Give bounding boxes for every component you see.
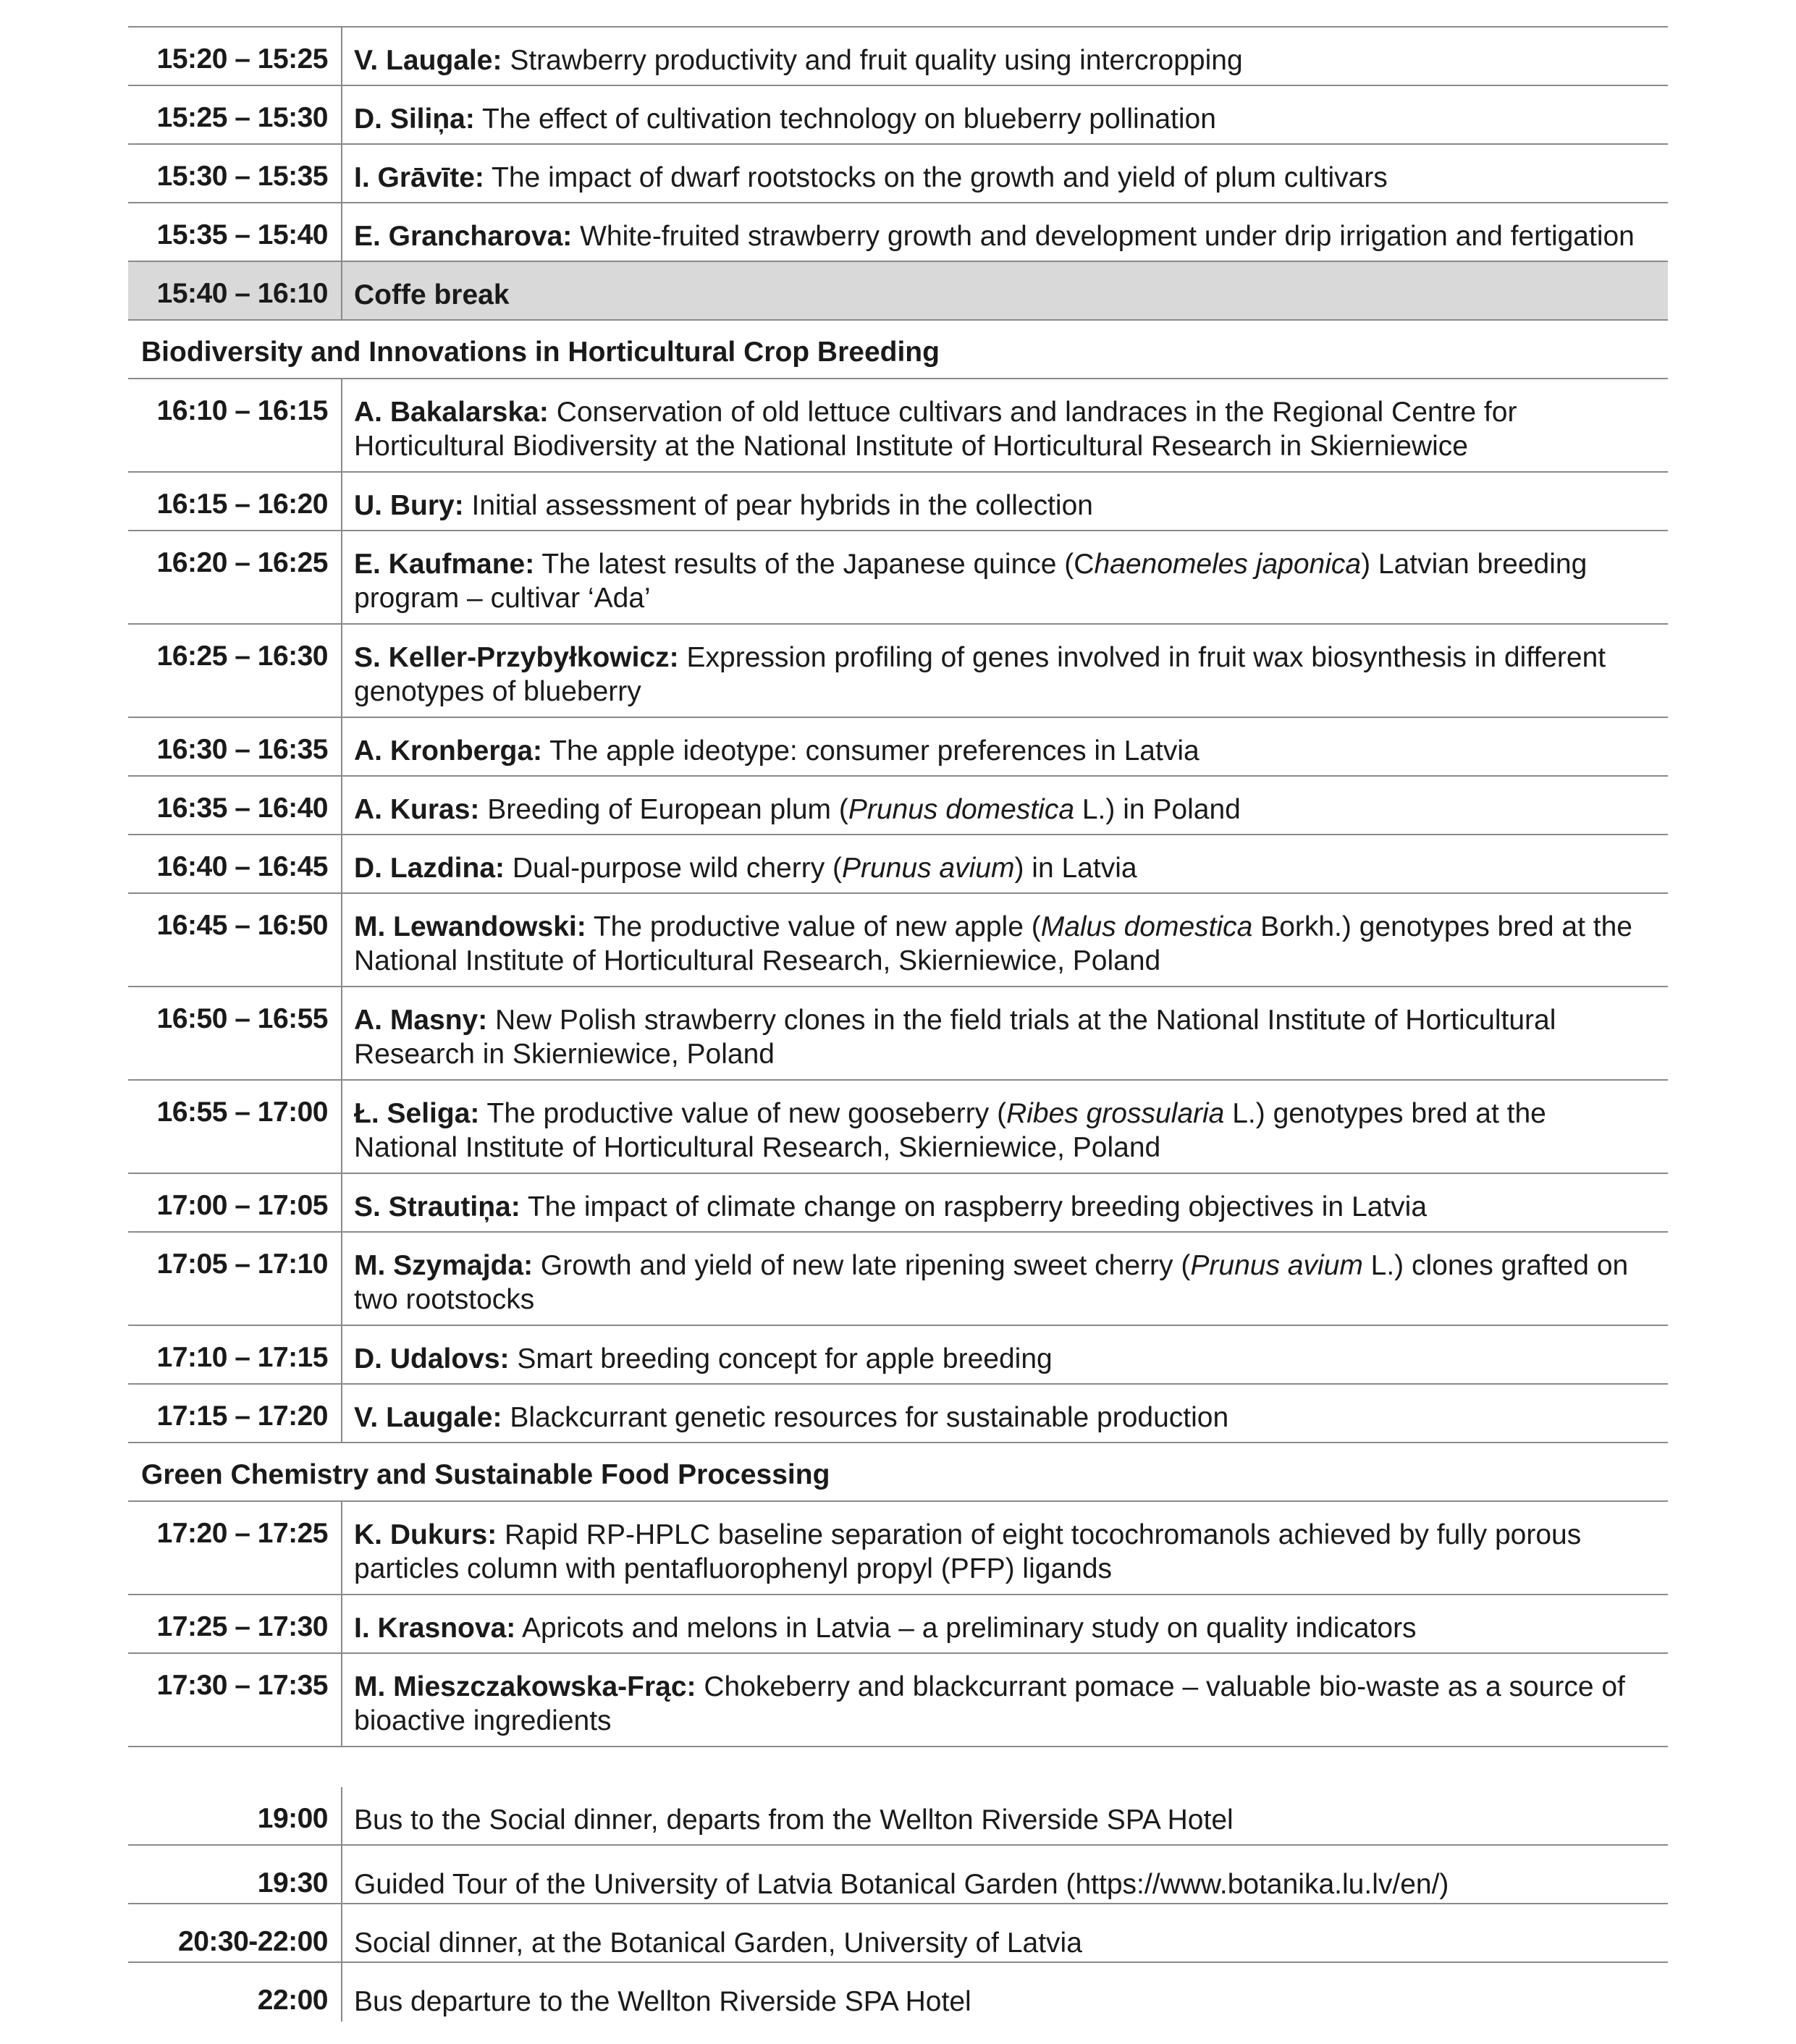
schedule-row [128,203,1668,262]
talk-title: Initial assessment of pear hybrids in the collection [471,490,1093,521]
schedule-row [128,777,1668,835]
talk-description [342,1081,1668,1173]
social-row [128,1787,1668,1846]
schedule-row [128,86,1668,145]
schedule-row [128,894,1668,987]
talk-title-cont: two rootstocks [354,1284,535,1315]
time-slot: 17:00 – 17:05 [128,1174,342,1231]
species-name: Ribes grossularia [1006,1098,1225,1129]
time-slot: 22:00 [128,1963,342,2022]
schedule-row [128,145,1668,203]
speaker-name: K. Dukurs: [354,1519,497,1550]
coffee-break-row [128,262,1668,321]
talk-description [342,625,1668,717]
social-row [128,1904,1668,1963]
talk-description [342,1502,1668,1594]
talk-title: ) Latvian breeding [1361,549,1588,580]
break-label: Coffe break [354,279,510,311]
time-slot: 17:10 – 17:15 [128,1326,342,1383]
schedule-row [128,718,1668,777]
talk-title-cont: program – cultivar ‘Ada’ [354,583,651,614]
schedule-row [128,987,1668,1081]
schedule-table [128,26,1668,1747]
schedule-row [128,28,1668,86]
talk-description [342,1233,1668,1325]
speaker-name: U. Bury: [354,490,464,521]
speaker-name: V. Laugale: [354,1402,502,1433]
talk-title: Chokeberry and blackcurrant pomace – valuable bio-waste as a source of [704,1671,1625,1702]
talk-description [342,28,1668,85]
talk-title: The productive value of new apple ( [593,911,1041,942]
talk-description [342,379,1668,471]
talk-title: Smart breeding concept for apple breeding [517,1343,1053,1374]
talk-title: White-fruited strawberry growth and development under drip irrigation and fertigation [580,221,1635,252]
schedule-row [128,1502,1668,1595]
speaker-name: A. Masny: [354,1005,488,1036]
speaker-name: I. Grāvīte: [354,162,484,193]
speaker-name: M. Mieszczakowska-Frąc: [354,1671,696,1702]
talk-description [342,203,1668,261]
time-slot: 17:30 – 17:35 [128,1654,342,1746]
schedule-row [128,1595,1668,1654]
time-slot: 17:05 – 17:10 [128,1233,342,1325]
schedule-row [128,531,1668,625]
talk-description [342,835,1668,892]
talk-title-cont: Research in Skierniewice, Poland [354,1039,775,1070]
time-slot: 16:40 – 16:45 [128,835,342,892]
speaker-name: A. Kronberga: [354,735,543,766]
schedule-row [128,1081,1668,1174]
talk-title: Breeding of European plum ( [487,794,848,825]
species-name: Prunus avium [1190,1250,1363,1281]
speaker-name: S. Keller-Przybyłkowicz: [354,642,679,673]
speaker-name: M. Szymajda: [354,1250,534,1281]
speaker-name: S. Strautiņa: [354,1191,520,1222]
talk-title: The latest results of the Japanese quince (C [541,549,1095,580]
social-row [128,1846,1668,1904]
time-slot: 15:35 – 15:40 [128,203,342,261]
talk-title: Blackcurrant genetic resources for sustainable production [510,1402,1229,1433]
event-description: Guided Tour of the University of Latvia Botanical Garden (https://www.botanika.lu.lv/en/) [354,1869,1449,1900]
schedule-row [128,379,1668,473]
time-slot: 15:20 – 15:25 [128,28,342,85]
talk-description [342,894,1668,986]
talk-title: Borkh.) genotypes bred at the [1252,911,1632,942]
schedule-row [128,1174,1668,1233]
schedule-row [128,1326,1668,1385]
time-slot: 16:50 – 16:55 [128,987,342,1079]
talk-description [342,86,1668,143]
speaker-name: Ł. Seliga: [354,1098,480,1129]
talk-title: The impact of dwarf rootstocks on the growth and yield of plum cultivars [492,162,1388,193]
talk-title-cont: bioactive ingredients [354,1705,612,1736]
species-name: Prunus domestica [848,794,1075,825]
talk-title: Growth and yield of new late ripening sweet cherry ( [540,1250,1191,1281]
time-slot: 20:30-22:00 [128,1904,342,1961]
time-slot: 17:15 – 17:20 [128,1385,342,1442]
time-slot: 15:25 – 15:30 [128,86,342,143]
speaker-name: M. Lewandowski: [354,911,586,942]
talk-description [342,1385,1668,1442]
speaker-name: E. Kaufmane: [354,549,535,580]
time-slot: 19:30 [128,1846,342,1903]
schedule-row [128,835,1668,894]
speaker-name: A. Kuras: [354,794,480,825]
talk-title-cont: National Institute of Horticultural Research, Skierniewice, Poland [354,945,1161,976]
time-slot: 15:30 – 15:35 [128,145,342,202]
speaker-name: D. Udalovs: [354,1343,510,1374]
time-slot: 16:20 – 16:25 [128,531,342,623]
time-slot: 19:00 [128,1787,342,1844]
talk-title: The effect of cultivation technology on blueberry pollination [482,104,1216,135]
speaker-name: A. Bakalarska: [354,397,549,428]
talk-title: Apricots and melons in Latvia – a preliminary study on quality indicators [521,1613,1417,1644]
time-slot: 15:40 – 16:10 [128,262,342,319]
species-name: haenomeles japonica [1094,549,1362,580]
species-name: Prunus avium [842,853,1015,884]
social-program-table [128,1787,1668,2022]
talk-title-cont: genotypes of blueberry [354,676,641,707]
talk-title: Conservation of old lettuce cultivars and landraces in the Regional Centre for [556,397,1517,428]
speaker-name: V. Laugale: [354,45,502,76]
talk-description [342,145,1668,202]
talk-title-cont: Horticultural Biodiversity at the National Institute of Horticultural Research in Skierniewice [354,431,1468,462]
speaker-name: D. Siliņa: [354,104,475,135]
talk-description [342,531,1668,623]
talk-description [342,718,1668,775]
time-slot: 16:55 – 17:00 [128,1081,342,1173]
talk-title-cont: particles column with pentafluorophenyl propyl (PFP) ligands [354,1553,1113,1584]
talk-title: ) in Latvia [1014,853,1137,884]
section-heading: Biodiversity and Innovations in Horticultural Crop Breeding [128,321,1668,379]
talk-title: New Polish strawberry clones in the field trials at the National Institute of Horticultural [495,1005,1556,1036]
speaker-name: D. Lazdina: [354,853,505,884]
speaker-name: I. Krasnova: [354,1613,516,1644]
talk-title: L.) clones grafted on [1362,1250,1629,1281]
talk-title-cont: National Institute of Horticultural Research, Skierniewice, Poland [354,1132,1161,1163]
schedule-row [128,1385,1668,1443]
section-heading: Green Chemistry and Sustainable Food Processing [128,1443,1668,1502]
speaker-name: E. Grancharova: [354,221,573,252]
time-slot: 17:20 – 17:25 [128,1502,342,1594]
talk-title: L.) genotypes bred at the [1224,1098,1546,1129]
time-slot: 16:25 – 16:30 [128,625,342,717]
talk-title: The impact of climate change on raspberry breeding objectives in Latvia [527,1191,1428,1222]
species-name: Malus domestica [1040,911,1253,942]
schedule-row [128,1654,1668,1747]
talk-title: Dual-purpose wild cherry ( [512,853,843,884]
time-slot: 16:35 – 16:40 [128,777,342,834]
talk-title: The apple ideotype: consumer preferences in Latvia [549,735,1200,766]
talk-description [342,1654,1668,1746]
talk-title: Rapid RP-HPLC baseline separation of eight tocochromanols achieved by fully porous [505,1519,1582,1550]
social-row [128,1963,1668,2022]
time-slot: 16:30 – 16:35 [128,718,342,775]
event-description: Bus to the Social dinner, departs from the Wellton Riverside SPA Hotel [354,1804,1234,1836]
time-slot: 17:25 – 17:30 [128,1595,342,1652]
talk-description [342,1595,1668,1652]
talk-description [342,473,1668,530]
talk-title: L.) in Poland [1074,794,1241,825]
talk-description [342,1326,1668,1383]
event-description: Bus departure to the Wellton Riverside SPA Hotel [354,1986,971,2017]
talk-title: Expression profiling of genes involved in fruit wax biosynthesis in different [686,642,1606,673]
schedule-row [128,625,1668,718]
talk-description [342,777,1668,834]
time-slot: 16:45 – 16:50 [128,894,342,986]
event-description: Social dinner, at the Botanical Garden, University of Latvia [354,1927,1082,1959]
time-slot: 16:10 – 16:15 [128,379,342,471]
schedule-row [128,473,1668,531]
schedule-row [128,1233,1668,1326]
talk-title: Strawberry productivity and fruit quality using intercropping [510,45,1243,76]
time-slot: 16:15 – 16:20 [128,473,342,530]
talk-description [342,987,1668,1079]
talk-title: The productive value of new gooseberry ( [486,1098,1007,1129]
talk-description [342,1174,1668,1231]
